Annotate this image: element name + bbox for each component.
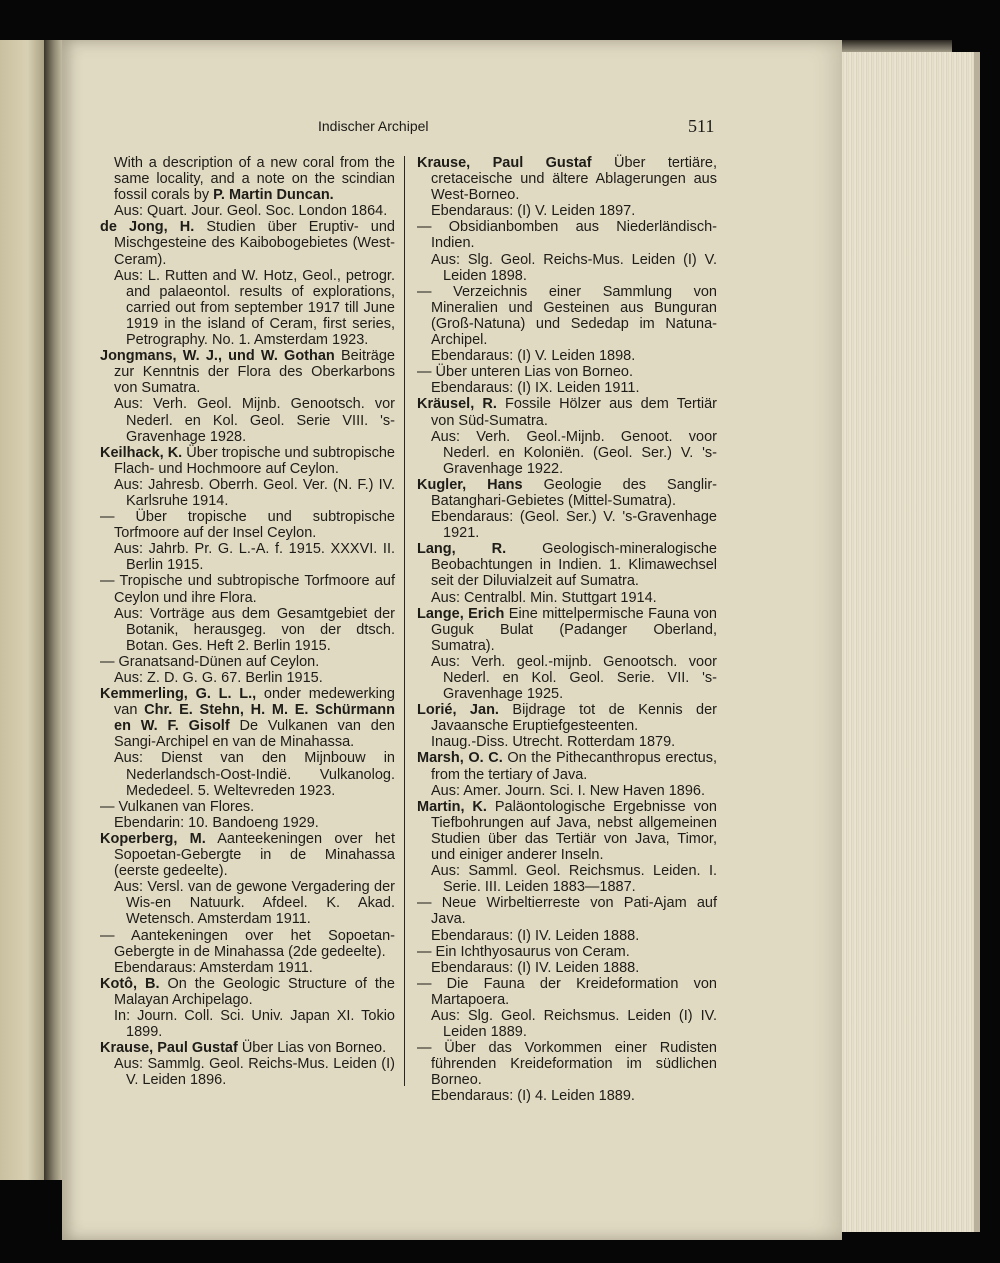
- bibliography-source-line: Aus: Samml. Geol. Reichsmus. Leiden. I. Serie. III. Leiden 1883—1887.: [431, 863, 717, 896]
- facing-page-edge: [0, 40, 46, 1180]
- bibliography-entry: [100, 928, 395, 960]
- entry-title: Über tropische und subtropische Flach- und Hochmoore auf Ceylon.: [114, 444, 395, 477]
- entry-title: Geologisch-mineralogische Beobachtungen in Indien. 1. Klimawechsel seit der Diluvialzeit auf Sumatra.: [431, 541, 717, 590]
- bibliography-source-line: Ebendaraus: (I) IV. Leiden 1888.: [431, 959, 640, 976]
- entry-title: Geologie des Sanglir-Batanghari-Gebietes (Mittel-Sumatra).: [431, 476, 717, 509]
- bibliography-source-line: Ebendaraus: (Geol. Ser.) V. 's-Gravenhage 1921.: [431, 509, 717, 542]
- entry-title: — Tropische und subtropische Torfmoore auf Ceylon und ihre Flora.: [100, 573, 395, 606]
- entry-title: — Die Fauna der Kreideformation von Martapoera.: [417, 975, 717, 1008]
- bibliography-entry: [417, 155, 717, 203]
- entry-title: — Vulkanen van Flores.: [100, 798, 255, 815]
- bibliography-source-line: Ebendaraus: (I) IX. Leiden 1911.: [431, 380, 640, 397]
- entry-title: On the Pithecanthropus erectus, from the tertiary of Java.: [431, 750, 717, 783]
- bibliography-entry: [100, 219, 395, 267]
- bibliography-source-line: Aus: Jahresb. Oberrh. Geol. Ver. (N. F.) IV. Karlsruhe 1914.: [114, 476, 395, 509]
- entry-title: — Über tropische und subtropische Torfmoore auf der Insel Ceylon.: [100, 509, 395, 542]
- bibliography-entry: [417, 541, 717, 589]
- entry-title: Aanteekeningen over het Sopoetan-Gebergte in de Minahassa (eerste gedeelte).: [114, 830, 395, 880]
- entry-title: — Granatsand-Dünen auf Ceylon.: [100, 653, 320, 670]
- bibliography-entry: [417, 284, 717, 348]
- bibliography-entry: [417, 799, 717, 863]
- page-number: 511: [688, 116, 715, 136]
- bibliography-entry: [100, 799, 395, 815]
- bibliography-entry: [417, 1040, 717, 1088]
- bibliography-source-line: Aus: L. Rutten and W. Hotz, Geol., petrogr. and palaeontol. results of explorations, carried out from september 1917 till June 1919 in the island of Ceram, first series, Petrography. No. 1. Amsterdam 1923.: [114, 267, 395, 349]
- entry-author: Kotô, B.: [100, 975, 160, 992]
- entry-contributor: P. Martin Duncan.: [213, 187, 334, 204]
- entry-author: de Jong, H.: [100, 219, 195, 236]
- entry-author: Krause, Paul Gustaf: [417, 155, 592, 171]
- bibliography-source-line: Aus: Versl. van de gewone Vergadering der Wis-en Natuurk. Afdeel. K. Akad. Wetensch. Amsterdam 1911.: [114, 879, 395, 928]
- entry-title: Bijdrage tot de Kennis der Javaansche Eruptiefgesteenten.: [431, 702, 717, 735]
- entry-title: — Neue Wirbeltierreste von Pati-Ajam auf Java.: [417, 895, 717, 928]
- page-block-edges: [832, 52, 980, 1232]
- bibliography-source-line: Aus: Slg. Geol. Reichsmus. Leiden (I) IV. Leiden 1889.: [431, 1007, 717, 1041]
- bibliography-entry: [100, 155, 395, 203]
- bibliography-source-line: Ebendarin: 10. Bandoeng 1929.: [114, 814, 319, 831]
- entry-title: Über tertiäre, cretaceische und ältere Ablagerungen aus West-Borneo.: [431, 155, 717, 204]
- entry-author: Kräusel, R.: [417, 396, 497, 413]
- bibliography-entry: [417, 219, 717, 251]
- entry-author: Kugler, Hans: [417, 476, 523, 493]
- entry-author: Krause, Paul Gustaf: [100, 1040, 238, 1057]
- bibliography-entry: [100, 686, 395, 750]
- bibliography-source-line: Ebendaraus: (I) 4. Leiden 1889.: [431, 1088, 635, 1105]
- entry-title: — Verzeichnis einer Sammlung von Mineralien und Gesteinen aus Bunguran (Groß-Natuna) und Sededap im Natuna-Archipel.: [417, 283, 717, 349]
- bibliography-entry: [100, 654, 395, 670]
- bibliography-entry: [417, 364, 717, 380]
- entry-title: — Ein Ichthyosaurus von Ceram.: [417, 943, 630, 960]
- bibliography-entry: [100, 831, 395, 879]
- bibliography-entry: [100, 348, 395, 396]
- entry-title: On the Geologic Structure of the Malayan Archipelago.: [114, 975, 395, 1008]
- entry-author: Kemmerling, G. L. L.,: [100, 686, 264, 703]
- bibliography-entry: [417, 396, 717, 428]
- bibliography-entry: [100, 445, 395, 477]
- bibliography-source-line: Aus: Slg. Geol. Reichs-Mus. Leiden (I) V. Leiden 1898.: [431, 251, 717, 284]
- bibliography-source-line: Ebendaraus: (I) V. Leiden 1898.: [431, 348, 636, 365]
- entry-author: Keilhack, K.: [100, 444, 183, 461]
- bibliography-source-line: Aus: Vorträge aus dem Gesamtgebiet der Botanik, herausgeg. von der dtsch. Botan. Ges. Heft 2. Berlin 1915.: [114, 605, 395, 654]
- entry-title: — Obsidianbomben aus Niederländisch-Indien.: [417, 219, 717, 252]
- bibliography-source-line: Ebendaraus: (I) V. Leiden 1897.: [431, 203, 636, 220]
- bibliography-source-line: Inaug.-Diss. Utrecht. Rotterdam 1879.: [431, 734, 676, 751]
- bibliography-source-line: Ebendaraus: (I) IV. Leiden 1888.: [431, 927, 640, 944]
- bibliography-source-line: Aus: Jahrb. Pr. G. L.-A. f. 1915. XXXVI. II. Berlin 1915.: [114, 541, 395, 574]
- entry-title: With a description of a new coral from the same locality, and a note on the scindian fossil corals by: [114, 155, 395, 204]
- bibliography-entry: [417, 702, 717, 734]
- bibliography-entry: [417, 944, 717, 960]
- entry-title: Eine mittelpermische Fauna von Guguk Bulat (Padanger Oberland, Sumatra).: [431, 605, 717, 654]
- column-divider: [404, 156, 405, 1086]
- bibliography-entry: [100, 573, 395, 605]
- bibliography-source-line: Aus: Amer. Journ. Sci. I. New Haven 1896.: [431, 782, 706, 799]
- entry-title: — Über das Vorkommen einer Rudisten führenden Kreideformation im südlichen Borneo.: [417, 1040, 717, 1089]
- bibliography-source-line: Aus: Z. D. G. G. 67. Berlin 1915.: [114, 670, 323, 686]
- running-title: Indischer Archipel: [318, 118, 429, 134]
- bibliography-entry: [417, 895, 717, 927]
- entry-author: Marsh, O. C.: [417, 750, 503, 767]
- entry-title: — Aantekeningen over het Sopoetan-Gebergte in de Minahassa (2de gedeelte).: [100, 927, 395, 960]
- bibliography-entry: [100, 1040, 395, 1056]
- entry-author: Lorié, Jan.: [417, 702, 499, 719]
- bibliography-source-line: Aus: Sammlg. Geol. Reichs-Mus. Leiden (I) V. Leiden 1896.: [114, 1056, 395, 1089]
- bibliography-entry: [417, 477, 717, 509]
- bibliography-source-line: Aus: Verh. Geol.-Mijnb. Genoot. voor Nederl. en Koloniën. (Geol. Ser.) V. 's-Gravenhage 1922.: [431, 428, 717, 477]
- bibliography-entry: [100, 976, 395, 1008]
- book-gutter: [44, 40, 64, 1180]
- bibliography-entry: [417, 750, 717, 782]
- left-column: [100, 155, 395, 1088]
- entry-coauthors: Chr. E. Stehn, H. M. E. Schürmann en W. F. Gisolf: [114, 702, 395, 735]
- bibliography-source-line: In: Journ. Coll. Sci. Univ. Japan XI. Tokio 1899.: [114, 1007, 395, 1041]
- bibliography-source-line: Aus: Verh. geol.-mijnb. Genootsch. voor Nederl. en Kol. Geol. Serie. VII. 's-Gravenhage 1925.: [431, 653, 717, 703]
- entry-author: Koperberg, M.: [100, 830, 206, 847]
- bibliography-source-line: Ebendaraus: Amsterdam 1911.: [114, 959, 313, 976]
- entry-title: Fossile Hölzer aus dem Tertiär von Süd-Sumatra.: [431, 396, 717, 429]
- entry-author: Lang, R.: [417, 541, 507, 558]
- entry-title: Beiträge zur Kenntnis der Flora des Oberkarbons von Sumatra.: [114, 348, 395, 397]
- bibliography-source-line: Aus: Centralbl. Min. Stuttgart 1914.: [431, 589, 657, 606]
- entry-title: — Über unteren Lias von Borneo.: [417, 364, 634, 381]
- bibliography-source-line: Aus: Dienst van den Mijnbouw in Nederlandsch-Oost-Indië. Vulkanolog. Mededeel. 5. Weltevreden 1923.: [114, 750, 395, 799]
- entry-title: Studien über Eruptiv- und Mischgesteine des Kaibobogebietes (West-Ceram).: [114, 219, 395, 268]
- bibliography-source-line: Aus: Verh. Geol. Mijnb. Genootsch. vor Nederl. en Kol. Geol. Serie VIII. 's-Gravenhage 1928.: [114, 396, 395, 445]
- entry-author: Jongmans, W. J., und W. Gothan: [100, 348, 335, 365]
- entry-author: Martin, K.: [417, 798, 487, 815]
- entry-author: Lange, Erich: [417, 605, 505, 622]
- bibliography-entry: [100, 509, 395, 541]
- entry-title: onder medewerking van: [114, 686, 395, 719]
- right-column: [417, 155, 717, 1105]
- bibliography-entry: [417, 606, 717, 654]
- entry-title: Über Lias von Borneo.: [237, 1040, 387, 1057]
- entry-title: Paläontologische Ergebnisse von Tiefbohrungen auf Java, nebst allgemeinen Studien über das Tertiär von Java, Timor, und einiger anderer Inseln.: [431, 798, 717, 864]
- bibliography-entry: [417, 976, 717, 1008]
- bibliography-source-line: Aus: Quart. Jour. Geol. Soc. London 1864.: [114, 203, 388, 220]
- entry-title: De Vulkanen van den Sangi-Archipel en van de Minahassa.: [114, 718, 395, 751]
